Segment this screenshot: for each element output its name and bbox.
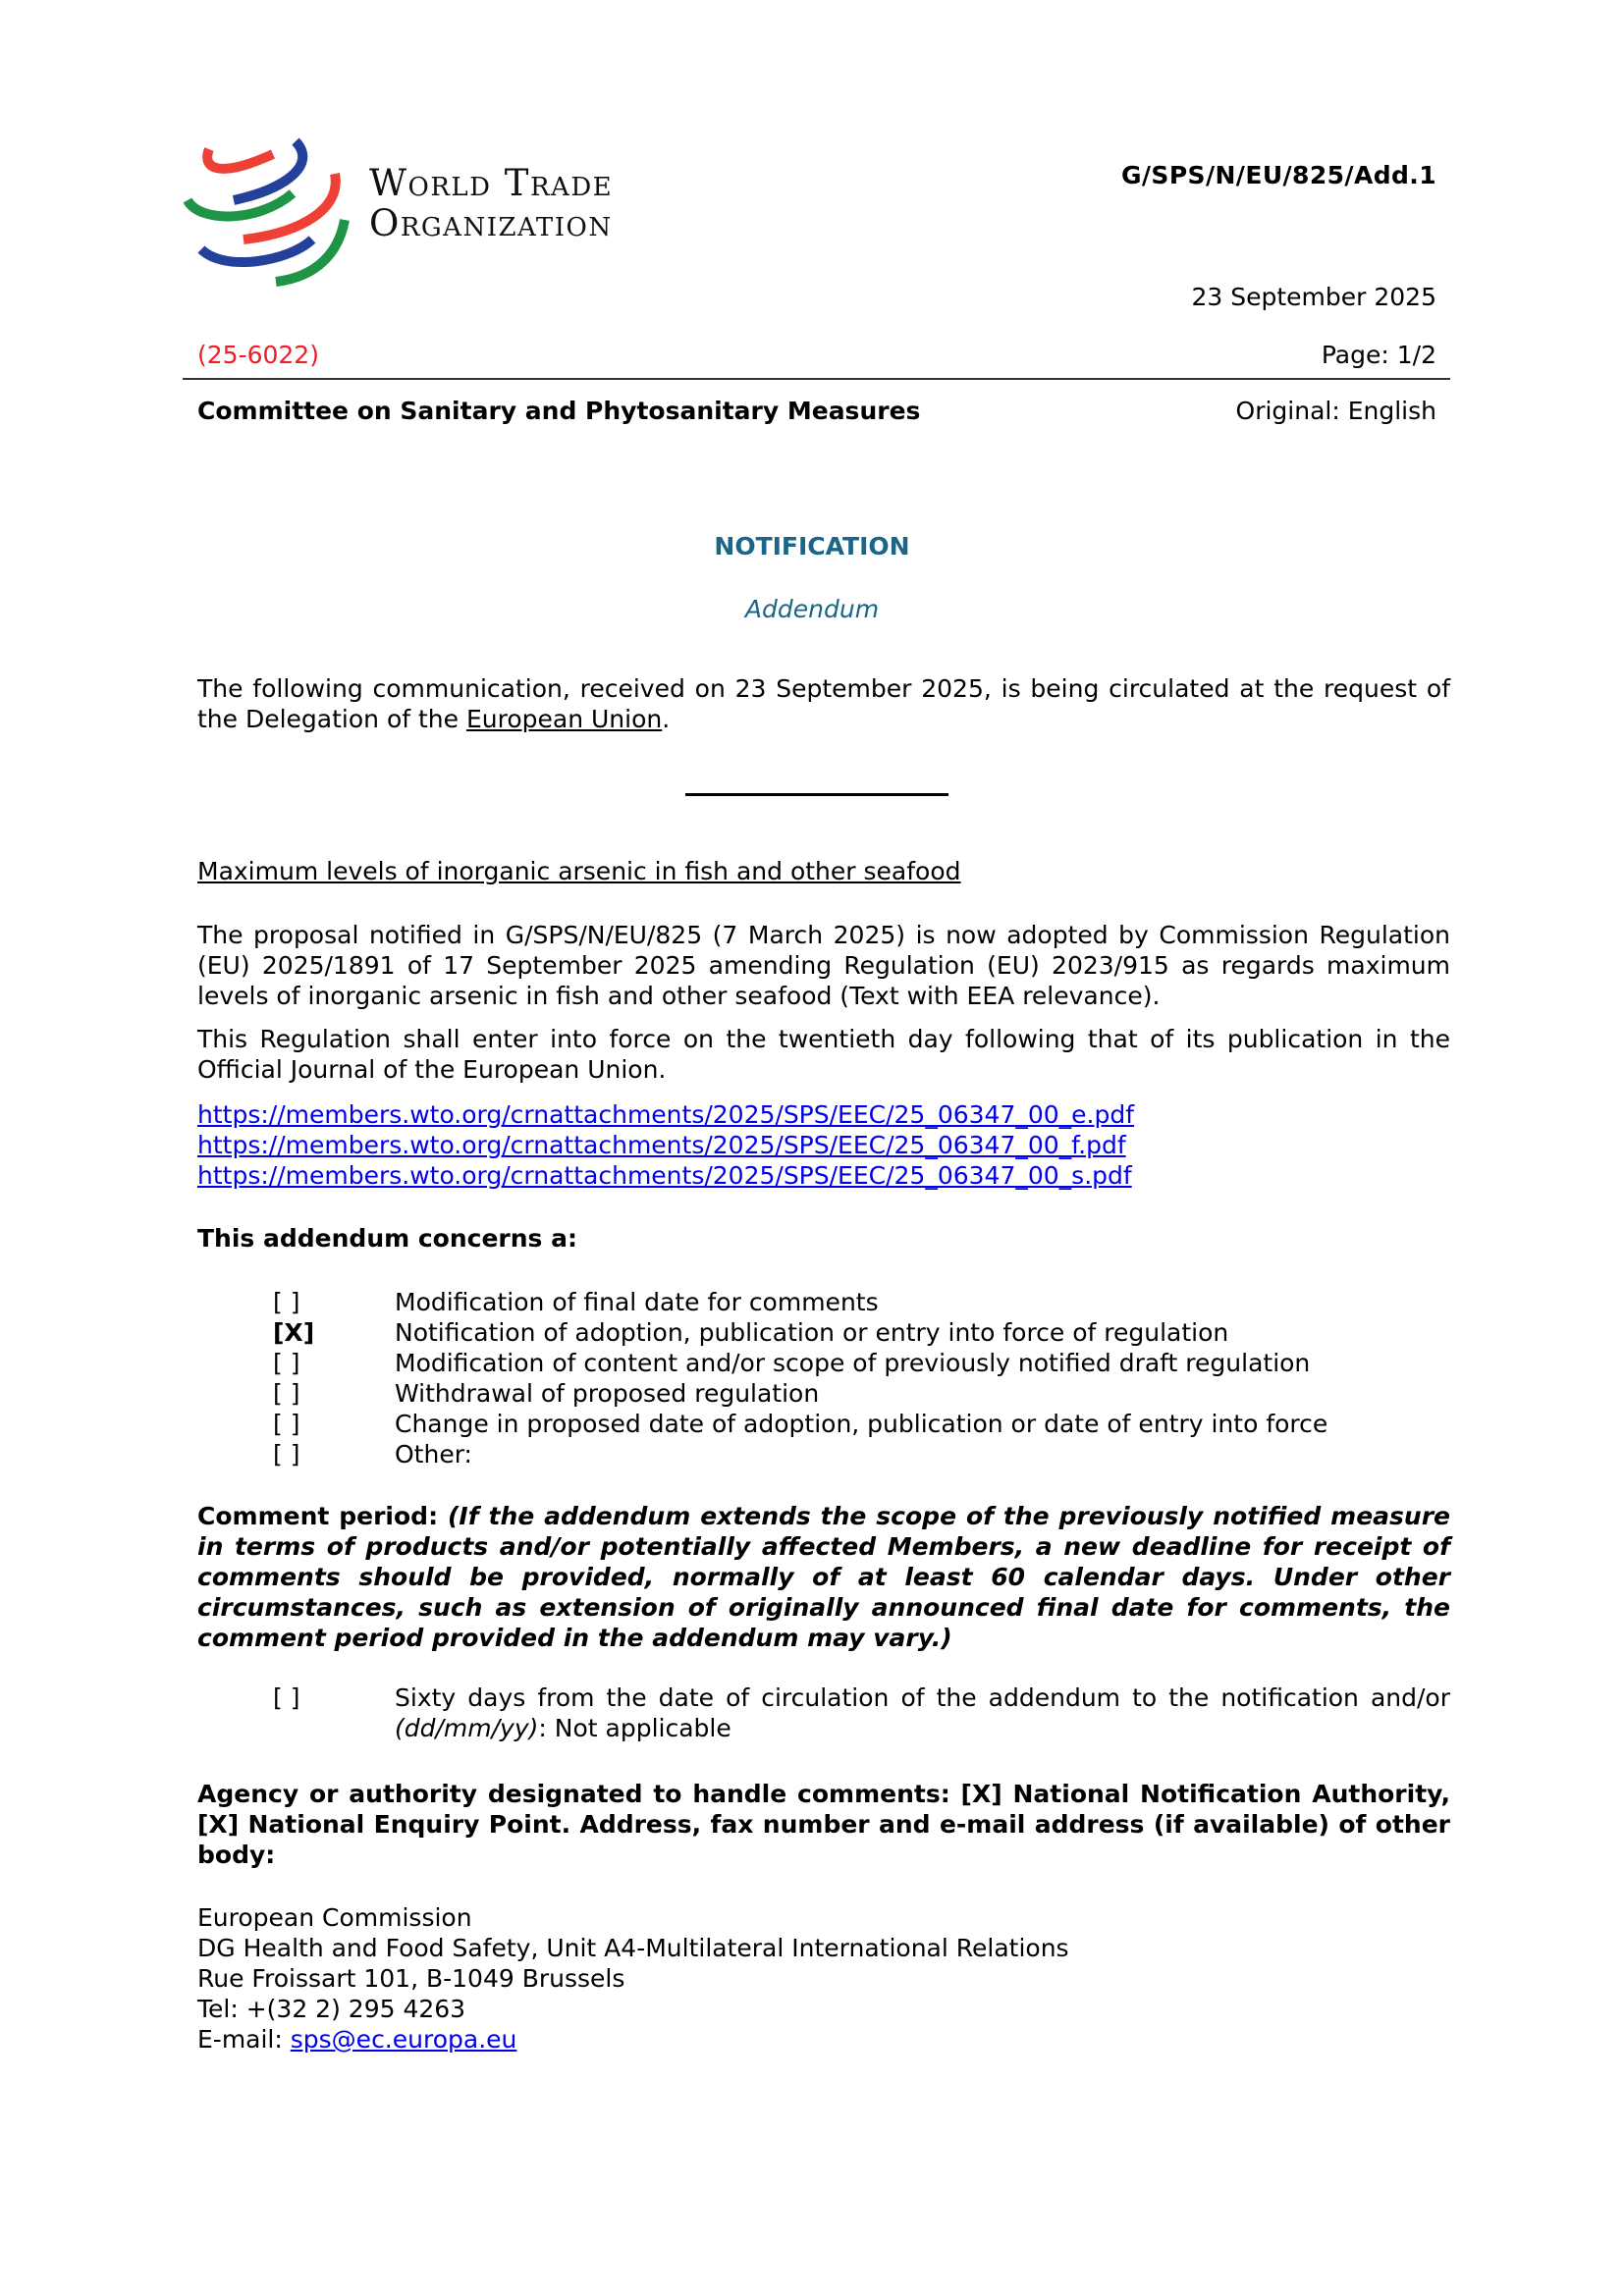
document-title: NOTIFICATION [714, 532, 910, 561]
checklist-label: Withdrawal of proposed regulation [395, 1379, 820, 1408]
checkbox-mark: [ ] [273, 1288, 300, 1316]
checkbox-mark: [ ] [273, 1410, 300, 1438]
intro-paragraph [197, 673, 1450, 734]
comment-period-section [197, 1501, 1450, 1653]
member-name: European Union [465, 705, 663, 733]
checkbox-mark: [ ] [273, 1349, 300, 1377]
checklist-item [273, 1317, 1327, 1348]
option-text: Sixty days from the date of circulation of the addendum to the notification and/or [395, 1683, 1450, 1712]
checkbox-mark-checked: [X] [273, 1318, 315, 1347]
job-number: (25-6022) [197, 341, 319, 369]
intro-end: . [662, 705, 671, 733]
checklist-label: Notification of adoption, publication or entry into force of regulation [395, 1318, 1229, 1347]
checklist-item [273, 1409, 1327, 1439]
checklist-label: Change in proposed date of adoption, publication or date of entry into force [395, 1410, 1328, 1438]
checklist-item [273, 1348, 1327, 1378]
checklist-item [273, 1287, 1327, 1317]
checklist-label: Modification of final date for comments [395, 1288, 879, 1316]
email-label: E-mail: [197, 2025, 291, 2054]
address-line: DG Health and Food Safety, Unit A4-Multilateral International Relations [197, 1934, 1069, 1962]
wto-logo-icon [180, 130, 356, 292]
checklist-item [273, 1378, 1327, 1409]
adoption-paragraph: The proposal notified in G/SPS/N/EU/825 (7 March 2025) is now adopted by Commission Regulation (EU) 2025/1891 of 17 September 2025 amending Regulation (EU) 2023/915 as regards maximum levels of inorganic arsenic in fish and other seafood (Text with EEA relevance). [197, 921, 1450, 1010]
checklist-label: Other: [395, 1440, 472, 1468]
header-divider [183, 378, 1450, 380]
checkbox-mark: [ ] [273, 1683, 300, 1712]
concerns-checklist [273, 1287, 1327, 1469]
document-date: 23 September 2025 [1191, 283, 1436, 311]
logo-arc-blue-low [201, 240, 312, 262]
subject-title: Maximum levels of inorganic arsenic in fish and other seafood [197, 857, 961, 885]
address-line: Rue Froissart 101, B-1049 Brussels [197, 1964, 625, 1993]
org-name [369, 163, 613, 243]
comment-period-label: Comment period: [197, 1502, 448, 1530]
section-separator [685, 793, 948, 796]
telephone: Tel: +(32 2) 295 4263 [197, 1995, 466, 2023]
email-link[interactable]: sps@ec.europa.eu [290, 2025, 517, 2054]
intro-text: The following communication, received on 23 September 2025, is being circulated at the request of the Delegation of the [197, 674, 1450, 733]
contact-address [197, 1902, 1069, 2055]
checklist-item [273, 1439, 1327, 1469]
attachment-link-english[interactable]: https://members.wto.org/crnattachments/2025/SPS/EEC/25_06347_00_e.pdf [197, 1100, 1135, 1129]
option-value: : Not applicable [538, 1714, 731, 1742]
committee-name: Committee on Sanitary and Phytosanitary Measures [197, 397, 921, 425]
comment-period-option [273, 1682, 1450, 1743]
document-symbol: G/SPS/N/EU/825/Add.1 [1120, 161, 1436, 189]
checkbox-mark: [ ] [273, 1379, 300, 1408]
address-line: European Commission [197, 1903, 472, 1932]
checklist-label: Modification of content and/or scope of previously notified draft regulation [395, 1349, 1311, 1377]
attachment-links [197, 1099, 1134, 1191]
concerns-heading: This addendum concerns a: [197, 1224, 578, 1253]
comment-period-option-text [395, 1682, 1450, 1743]
email-line [197, 2024, 1069, 2055]
entry-into-force-paragraph: This Regulation shall enter into force on the twentieth day following that of its publication in the Official Journal of the European Union. [197, 1025, 1450, 1084]
checkbox-mark: [ ] [273, 1440, 300, 1468]
logo-arc-red-top [207, 149, 273, 169]
agency-heading: Agency or authority designated to handle comments: [X] National Notification Authority, [X] National Enquiry Point. Address, fax number and e-mail address (if available) of other body: [197, 1780, 1450, 1869]
date-format: (dd/mm/yy) [395, 1714, 539, 1742]
logo-arc-blue-top [234, 141, 302, 200]
attachment-link-french[interactable]: https://members.wto.org/crnattachments/2025/SPS/EEC/25_06347_00_f.pdf [197, 1131, 1126, 1159]
org-name-line1: World Trade [369, 162, 614, 204]
original-language: Original: English [1235, 397, 1436, 425]
document-subtitle: Addendum [744, 595, 880, 623]
attachment-link-spanish[interactable]: https://members.wto.org/crnattachments/2025/SPS/EEC/25_06347_00_s.pdf [197, 1161, 1132, 1190]
page-number: Page: 1/2 [1321, 341, 1436, 369]
org-name-line2: Organization [369, 202, 613, 244]
comment-period-note: (If the addendum extends the scope of the previously notified measure in terms of products and/or potentially affected Members, a new deadline for receipt of comments should be provided, normally of at least 60 calendar days. Under other circumstances, such as extension of originally announced final date for comments, the comment period provided in the addendum may vary.) [197, 1502, 1450, 1652]
